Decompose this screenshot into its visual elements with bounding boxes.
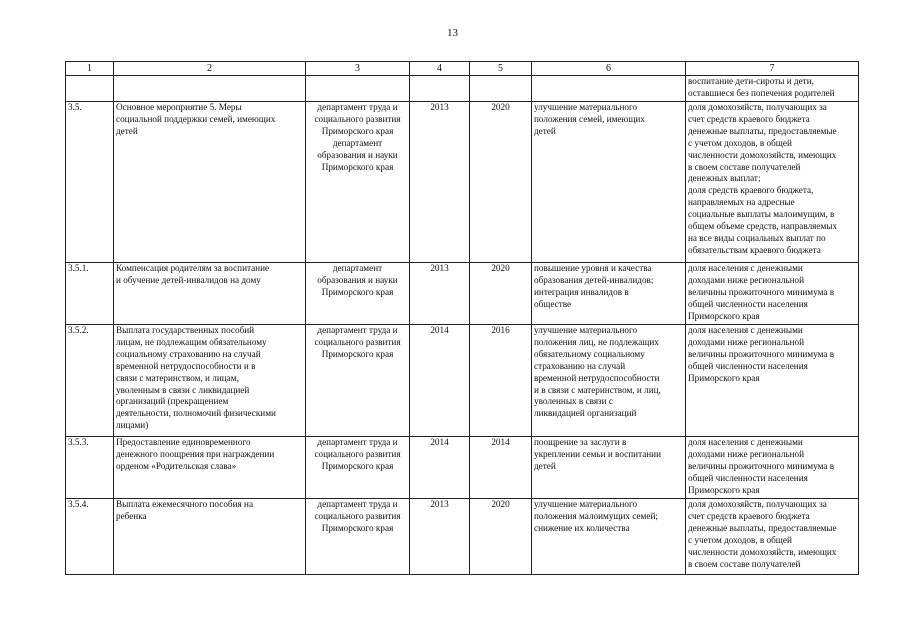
header-cell: 3	[306, 62, 410, 76]
measure-name-cell	[114, 263, 306, 325]
cell-text-line: уволенным в связи с ликвидацией	[116, 384, 250, 395]
expected-result-cell	[532, 499, 686, 575]
page-number: 13	[447, 27, 458, 39]
end-year-cell: 2016	[470, 325, 532, 437]
table-row	[66, 102, 859, 263]
cell-text-line: социальной поддержки семей, имеющих	[116, 113, 276, 124]
cell-text-line: связи с материнством, и лицам,	[116, 372, 239, 383]
expected-result-cell	[532, 437, 686, 499]
indicator-cell	[686, 76, 859, 102]
cell-text-line: социального развития	[314, 510, 401, 521]
cell-text-line: Основное мероприятие 5. Меры	[116, 102, 242, 112]
measure-name-cell	[114, 325, 306, 437]
cell-text-line: департамент труда и	[317, 499, 398, 509]
executor-cell	[306, 325, 410, 437]
cell-text-line: социальному страхованию на случай	[116, 348, 261, 359]
cell-text-line: Выплата ежемесячного пособия на	[116, 499, 254, 509]
cell-text-line: детей	[534, 125, 556, 136]
end-year-cell: 2014	[470, 437, 532, 499]
executor-cell	[306, 499, 410, 575]
cell-text-line: доходами ниже региональной	[688, 274, 805, 285]
cell-text-line: обязательному социальному	[534, 348, 645, 359]
cell-text-line: департамент	[332, 263, 383, 273]
cell-text-line: Приморского края	[688, 372, 760, 383]
cell-text-line: доля домохозяйств, получающих за	[688, 102, 827, 112]
measure-name-cell	[114, 499, 306, 575]
cell-text-line: департамент труда и	[317, 102, 398, 112]
start-year-cell: 2013	[410, 499, 470, 575]
cell-text-line: укреплении семьи и воспитании	[534, 448, 662, 459]
cell-text-line: департамент труда и	[317, 437, 398, 447]
start-year-cell	[410, 76, 470, 102]
cell-text-line: департамент	[332, 137, 383, 148]
cell-text-line: ликвидацией организаций	[534, 408, 637, 419]
item-number-cell: 3.5.	[66, 102, 114, 263]
cell-text-line: Приморского края	[688, 484, 760, 495]
cell-text-line: временной нетрудоспособности и в	[116, 360, 256, 371]
table-header-row	[66, 62, 859, 76]
cell-text-line: образования и науки	[317, 274, 398, 285]
cell-text-line: направляемых на адресные	[688, 197, 795, 208]
start-year-cell: 2014	[410, 325, 470, 437]
cell-text-line: численности домохозяйств, имеющих	[688, 546, 837, 557]
cell-text-line: с учетом доходов, в общей	[688, 534, 792, 545]
cell-text-line: детей	[534, 460, 556, 471]
table-row	[66, 499, 859, 575]
cell-text-line: детей	[116, 125, 138, 136]
cell-text-line: социального развития	[314, 113, 401, 124]
cell-text-line: лицами)	[116, 420, 149, 431]
cell-text-line: положения семей, имеющих	[534, 113, 645, 124]
executor-cell	[306, 102, 410, 263]
cell-text-line: орденом «Родительская слава»	[116, 460, 237, 471]
cell-text-line: интеграция инвалидов в	[534, 286, 629, 297]
table-row	[66, 325, 859, 437]
cell-text-line: и в связи с материнством, и лиц,	[534, 384, 661, 395]
cell-text-line: уволенных в связи с	[534, 396, 613, 407]
executor-cell	[306, 76, 410, 102]
cell-text-line: денежного поощрения при награждении	[116, 448, 275, 459]
indicator-cell	[686, 437, 859, 499]
cell-text-line: социальные выплаты малоимущим, в	[688, 209, 835, 220]
cell-text-line: денежные выплаты, предоставляемые	[688, 522, 837, 533]
expected-result-cell	[532, 263, 686, 325]
executor-cell	[306, 437, 410, 499]
item-number-cell: 3.5.3.	[66, 437, 114, 499]
cell-text-line: Приморского края	[321, 522, 394, 533]
cell-text-line: величины прожиточного минимума в	[688, 460, 835, 471]
header-cell: 1	[66, 62, 114, 76]
cell-text-line: обязательствам краевого бюджета	[688, 244, 821, 255]
indicator-cell	[686, 263, 859, 325]
expected-result-cell	[532, 76, 686, 102]
indicator-cell	[686, 102, 859, 263]
cell-text-line: величины прожиточного минимума в	[688, 286, 835, 297]
cell-text-line: деятельности, полномочий физическими	[116, 408, 276, 419]
cell-text-line: воспитание дети-сироты и дети,	[688, 76, 814, 86]
item-number-cell: 3.5.1.	[66, 263, 114, 325]
end-year-cell: 2020	[470, 102, 532, 263]
cell-text-line: страхованию на случай	[534, 360, 626, 371]
cell-text-line: денежных выплат;	[688, 173, 761, 184]
cell-text-line: денежные выплаты, предоставляемые	[688, 125, 837, 136]
cell-text-line: социального развития	[314, 448, 401, 459]
item-number-cell	[66, 76, 114, 102]
header-cell: 5	[470, 62, 532, 76]
cell-text-line: организаций (прекращением	[116, 396, 229, 407]
start-year-cell: 2013	[410, 102, 470, 263]
indicator-cell	[686, 325, 859, 437]
cell-text-line: доходами ниже региональной	[688, 336, 805, 347]
cell-text-line: в своем составе получателей	[688, 558, 801, 569]
cell-text-line: Предоставление единовременного	[116, 437, 251, 447]
cell-text-line: счет средств краевого бюджета	[688, 510, 810, 521]
cell-text-line: доля населения с денежными	[688, 325, 803, 335]
cell-text-line: счет средств краевого бюджета	[688, 113, 810, 124]
end-year-cell	[470, 76, 532, 102]
header-cell: 4	[410, 62, 470, 76]
table-row	[66, 437, 859, 499]
cell-text-line: доходами ниже региональной	[688, 448, 805, 459]
table-row	[66, 76, 859, 102]
cell-text-line: с учетом доходов, в общей	[688, 137, 792, 148]
cell-text-line: временной нетрудоспособности	[534, 372, 660, 383]
cell-text-line: обществе	[534, 298, 572, 309]
item-number-cell: 3.5.2.	[66, 325, 114, 437]
cell-text-line: и обучение детей-инвалидов на дому	[116, 274, 261, 285]
cell-text-line: доля населения с денежными	[688, 263, 803, 273]
cell-text-line: Приморского края	[321, 460, 394, 471]
cell-text-line: поощрение за заслуги в	[534, 437, 627, 447]
cell-text-line: общей численности населения	[688, 360, 808, 371]
measure-name-cell	[114, 76, 306, 102]
end-year-cell: 2020	[470, 499, 532, 575]
cell-text-line: доля средств краевого бюджета,	[688, 185, 814, 196]
end-year-cell: 2020	[470, 263, 532, 325]
cell-text-line: снижение их количества	[534, 522, 630, 533]
executor-cell	[306, 263, 410, 325]
cell-text-line: образования детей-инвалидов;	[534, 274, 654, 285]
table-body	[66, 62, 859, 575]
cell-text-line: повышение уровня и качества	[534, 263, 652, 273]
cell-text-line: общей численности населения	[688, 472, 808, 483]
cell-text-line: улучшение материального	[534, 499, 638, 509]
measure-name-cell	[114, 102, 306, 263]
cell-text-line: Приморского края	[321, 348, 394, 359]
cell-text-line: Приморского края	[321, 125, 394, 136]
cell-text-line: департамент труда и	[317, 325, 398, 335]
cell-text-line: доля домохозяйств, получающих за	[688, 499, 827, 509]
cell-text-line: величины прожиточного минимума в	[688, 348, 835, 359]
cell-text-line: Компенсация родителям за воспитание	[116, 263, 270, 273]
header-cell: 7	[686, 62, 859, 76]
cell-text-line: социального развития	[314, 336, 401, 347]
measure-name-cell	[114, 437, 306, 499]
expected-result-cell	[532, 325, 686, 437]
header-cell: 6	[532, 62, 686, 76]
cell-text-line: улучшение материального	[534, 325, 638, 335]
cell-text-line: положения лиц, не подлежащих	[534, 336, 659, 347]
cell-text-line: улучшение материального	[534, 102, 638, 112]
program-table	[65, 61, 859, 575]
cell-text-line: численности домохозяйств, имеющих	[688, 149, 837, 160]
cell-text-line: на все виды социальных выплат по	[688, 232, 826, 243]
cell-text-line: лицам, не подлежащим обязательному	[116, 336, 267, 347]
start-year-cell: 2013	[410, 263, 470, 325]
cell-text-line: общей численности населения	[688, 298, 808, 309]
cell-text-line: положения малоимущих семей;	[534, 510, 658, 521]
cell-text-line: ребенка	[116, 510, 147, 521]
cell-text-line: Приморского края	[321, 161, 394, 172]
cell-text-line: оставшиеся без попечения родителей	[688, 87, 835, 98]
indicator-cell	[686, 499, 859, 575]
cell-text-line: Выплата государственных пособий	[116, 325, 255, 335]
cell-text-line: образования и науки	[317, 149, 398, 160]
cell-text-line: в своем составе получателей	[688, 161, 801, 172]
cell-text-line: Приморского края	[321, 286, 394, 297]
cell-text-line: Приморского края	[688, 310, 760, 321]
cell-text-line: доля населения с денежными	[688, 437, 803, 447]
cell-text-line: общем объеме средств, направляемых	[688, 221, 838, 232]
header-cell: 2	[114, 62, 306, 76]
expected-result-cell	[532, 102, 686, 263]
start-year-cell: 2014	[410, 437, 470, 499]
table-row	[66, 263, 859, 325]
item-number-cell: 3.5.4.	[66, 499, 114, 575]
